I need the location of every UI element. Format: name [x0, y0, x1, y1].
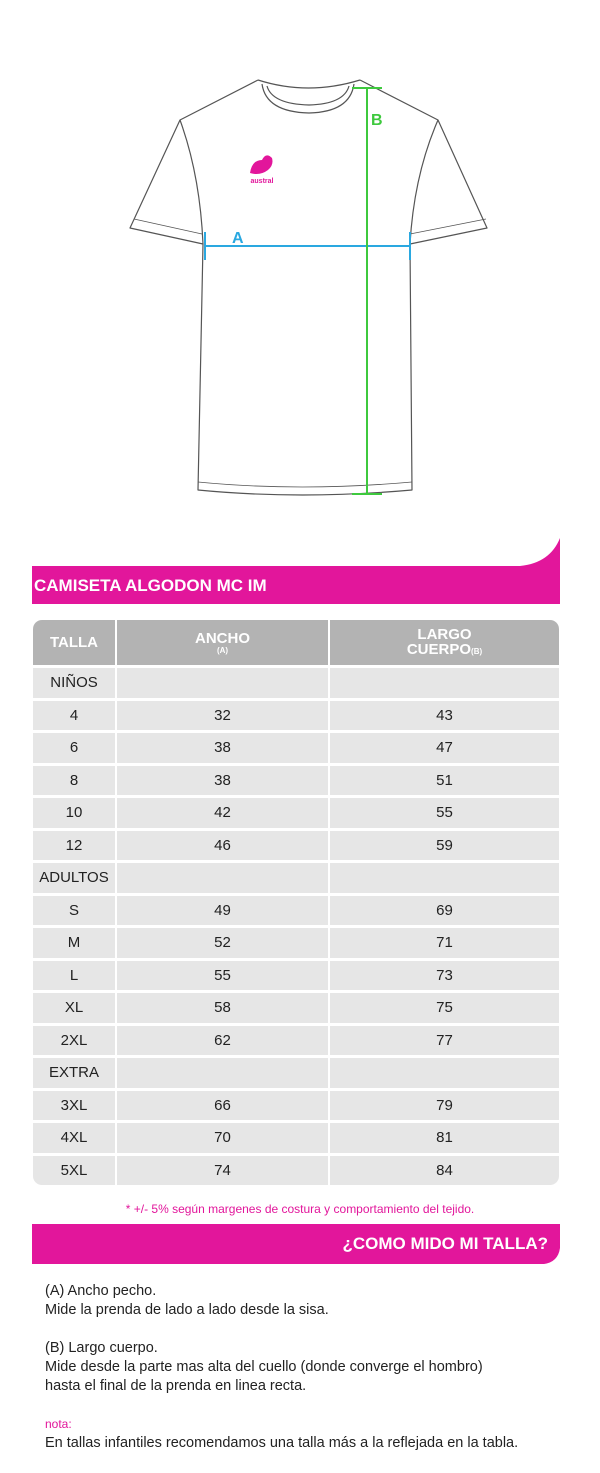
cell-largo: 51 [328, 766, 559, 796]
b-text-1: Mide desde la parte mas alta del cuello (donde converge el hombro) [45, 1359, 483, 1375]
cell-ancho [115, 863, 328, 893]
table-row [33, 863, 559, 893]
table-row [33, 896, 559, 926]
cell-largo: 77 [328, 1026, 559, 1056]
how-to-title: ¿COMO MIDO MI TALLA? [342, 1234, 548, 1253]
product-title: CAMISETA ALGODON MC IM [34, 576, 267, 595]
width-measure-line [205, 230, 410, 260]
cell-ancho: 66 [115, 1091, 328, 1121]
cell-largo [328, 863, 559, 893]
cell-largo: 73 [328, 961, 559, 991]
nota-label: nota: [45, 1417, 72, 1431]
table-row [33, 1026, 559, 1056]
header-largo-line1: LARGO [417, 625, 472, 643]
cell-ancho: 58 [115, 993, 328, 1023]
table-header-row [33, 620, 559, 665]
cell-largo: 71 [328, 928, 559, 958]
cell-ancho: 55 [115, 961, 328, 991]
cell-largo: 79 [328, 1091, 559, 1121]
product-title-banner [32, 538, 560, 604]
cell-talla: 6 [33, 733, 115, 763]
cell-talla: EXTRA [33, 1058, 115, 1088]
cell-talla: XL [33, 993, 115, 1023]
cell-ancho [115, 668, 328, 698]
how-to-banner [32, 1224, 560, 1264]
table-row [33, 668, 559, 698]
cell-ancho: 42 [115, 798, 328, 828]
size-table [33, 620, 559, 1188]
cell-talla: 3XL [33, 1091, 115, 1121]
brand-logo [250, 155, 274, 185]
header-largo-sub: (B) [471, 646, 483, 656]
cell-largo [328, 668, 559, 698]
cell-ancho: 74 [115, 1156, 328, 1186]
tshirt-diagram [0, 0, 600, 540]
cell-ancho: 62 [115, 1026, 328, 1056]
cell-talla: 2XL [33, 1026, 115, 1056]
header-ancho-sub: (A) [216, 645, 229, 655]
cell-talla: 4XL [33, 1123, 115, 1153]
table-row [33, 766, 559, 796]
cell-largo: 47 [328, 733, 559, 763]
tolerance-note: * +/- 5% según margenes de costura y comportamiento del tejido. [125, 1202, 475, 1216]
cell-largo: 69 [328, 896, 559, 926]
table-row [33, 733, 559, 763]
header-ancho-label: ANCHO [195, 629, 250, 647]
cell-largo: 59 [328, 831, 559, 861]
table-row [33, 798, 559, 828]
label-a: A [232, 230, 244, 247]
cell-talla: NIÑOS [33, 668, 115, 698]
cell-largo: 81 [328, 1123, 559, 1153]
cell-talla: 12 [33, 831, 115, 861]
cell-talla: 8 [33, 766, 115, 796]
length-measure-line [352, 88, 383, 494]
table-row [33, 928, 559, 958]
table-row [33, 1156, 559, 1186]
cell-talla: L [33, 961, 115, 991]
tshirt-outline [130, 80, 487, 495]
cell-talla: 4 [33, 701, 115, 731]
header-ancho [115, 620, 328, 665]
table-row [33, 831, 559, 861]
cell-talla: 5XL [33, 1156, 115, 1186]
cell-talla: S [33, 896, 115, 926]
cell-largo [328, 1058, 559, 1088]
cell-ancho: 38 [115, 733, 328, 763]
table-row [33, 993, 559, 1023]
header-largo [328, 620, 559, 665]
a-text: Mide la prenda de lado a lado desde la sisa. [45, 1302, 329, 1318]
cell-ancho: 70 [115, 1123, 328, 1153]
cell-largo: 84 [328, 1156, 559, 1186]
b-title: (B) Largo cuerpo. [45, 1340, 158, 1356]
cell-ancho: 52 [115, 928, 328, 958]
cell-talla: 10 [33, 798, 115, 828]
table-row [33, 1091, 559, 1121]
cell-ancho: 38 [115, 766, 328, 796]
logo-text: austral [250, 178, 274, 185]
table-row [33, 1123, 559, 1153]
label-b: B [371, 112, 383, 129]
cell-ancho: 32 [115, 701, 328, 731]
table-row [33, 701, 559, 731]
cell-largo: 75 [328, 993, 559, 1023]
how-to-instructions [45, 1282, 565, 1453]
cell-ancho: 46 [115, 831, 328, 861]
cell-talla: M [33, 928, 115, 958]
tshirt-illustration [0, 0, 600, 540]
header-talla: TALLA [33, 620, 115, 665]
table-row [33, 961, 559, 991]
cell-ancho [115, 1058, 328, 1088]
nota-text: En tallas infantiles recomendamos una talla más a la reflejada en la tabla. [45, 1435, 519, 1451]
a-title: (A) Ancho pecho. [45, 1283, 157, 1299]
table-row [33, 1058, 559, 1088]
header-largo-line2: CUERPO [406, 640, 472, 658]
b-text-2: hasta el final de la prenda en linea recta. [45, 1378, 307, 1394]
cell-ancho: 49 [115, 896, 328, 926]
cell-talla: ADULTOS [33, 863, 115, 893]
cell-largo: 43 [328, 701, 559, 731]
cell-largo: 55 [328, 798, 559, 828]
